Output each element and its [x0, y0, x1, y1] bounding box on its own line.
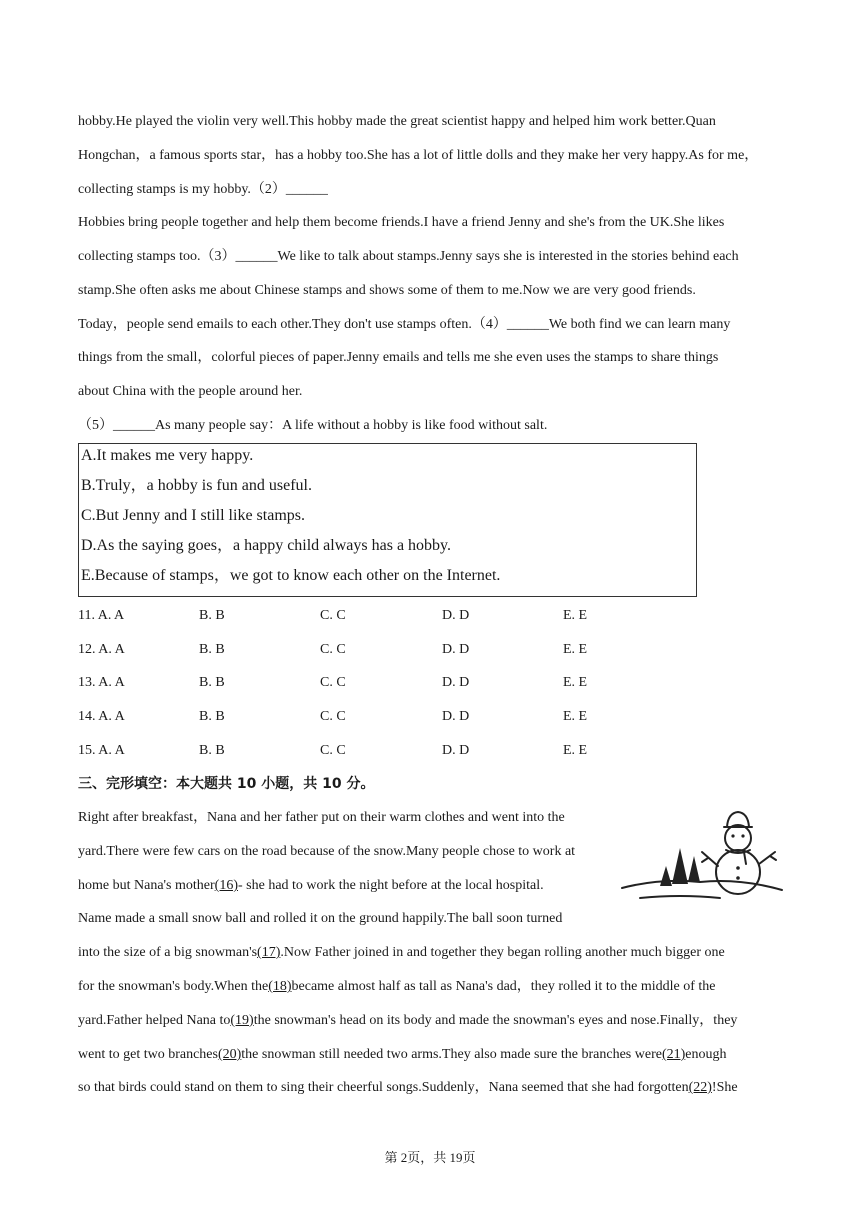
cloze-text: into the size of a big snowman's	[78, 945, 258, 960]
choice-a[interactable]: 14. A. A	[78, 709, 125, 724]
choice-d[interactable]: D. D	[442, 642, 470, 657]
passage-line: hobby.He played the violin very well.This hobby made the great scientist happy and helped him work better.Quan	[78, 114, 716, 129]
choice-e[interactable]: E. E	[563, 743, 588, 758]
cloze-text: - she had to work the night before at the local hospital.	[238, 878, 544, 893]
cloze-line	[78, 1011, 737, 1031]
option-e: E.Because of stamps，we got to know each other on the Internet.	[81, 567, 501, 584]
question-row-13	[78, 673, 638, 693]
choice-b[interactable]: B. B	[199, 675, 225, 690]
cloze-line: Right after breakfast，Nana and her father put on their warm clothes and went into the	[78, 810, 565, 825]
passage-line: about China with the people around her.	[78, 384, 303, 399]
question-row-12	[78, 640, 638, 660]
option-c: C.But Jenny and I still like stamps.	[81, 507, 305, 524]
cloze-line: Name made a small snow ball and rolled it on the ground happily.The ball soon turned	[78, 911, 563, 926]
choice-c[interactable]: C. C	[320, 642, 346, 657]
section-heading: 三、完形填空：本大题共 10 小题，共 10 分。	[78, 776, 375, 792]
option-d: D.As the saying goes，a happy child always has a hobby.	[81, 537, 452, 554]
choice-c[interactable]: C. C	[320, 709, 346, 724]
choice-b[interactable]: B. B	[199, 642, 225, 657]
choice-c[interactable]: C. C	[320, 675, 346, 690]
cloze-text: home but Nana's mother	[78, 878, 215, 893]
choice-b[interactable]: B. B	[199, 608, 225, 623]
passage-line: collecting stamps too.（3）______We like to talk about stamps.Jenny says she is interested in the stories behind each	[78, 249, 739, 264]
choice-d[interactable]: D. D	[442, 709, 470, 724]
passage-line: Today，people send emails to each other.They don't use stamps often.（4）______We both find we can learn many	[78, 317, 731, 332]
cloze-text: went to get two branches	[78, 1047, 218, 1062]
cloze-text: for the snowman's body.When the	[78, 979, 269, 994]
passage-line: （5）______As many people say：A life without a hobby is like food without salt.	[78, 418, 548, 433]
page-footer: 第 2页，共 19页	[384, 1150, 476, 1165]
choice-e[interactable]: E. E	[563, 608, 588, 623]
cloze-line	[78, 1078, 738, 1098]
cloze-line	[78, 876, 544, 896]
choice-b[interactable]: B. B	[199, 709, 225, 724]
cloze-text: became almost half as tall as Nana's dad，they rolled it to the middle of the	[291, 979, 716, 994]
choice-d[interactable]: D. D	[442, 675, 470, 690]
choice-d[interactable]: D. D	[442, 743, 470, 758]
cloze-line	[78, 977, 715, 997]
cloze-text: the snowman's head on its body and made the snowman's eyes and nose.Finally，they	[253, 1013, 738, 1028]
snowman-illustration	[620, 808, 785, 908]
cloze-text: the snowman still needed two arms.They also made sure the branches were	[241, 1047, 662, 1062]
question-row-11	[78, 606, 638, 626]
choice-e[interactable]: E. E	[563, 675, 588, 690]
passage-line: things from the small，colorful pieces of paper.Jenny emails and tells me she even uses the stamps to share things	[78, 350, 719, 365]
choice-b[interactable]: B. B	[199, 743, 225, 758]
blank-19[interactable]: (19)	[230, 1013, 254, 1028]
option-a: A.It makes me very happy.	[81, 447, 254, 464]
passage-line: Hobbies bring people together and help them become friends.I have a friend Jenny and she's from the UK.She likes	[78, 215, 725, 230]
options-box	[78, 443, 697, 597]
choice-e[interactable]: E. E	[563, 709, 588, 724]
blank-20[interactable]: (20)	[217, 1047, 242, 1062]
choice-a[interactable]: 13. A. A	[78, 675, 125, 690]
cloze-text: enough	[685, 1047, 727, 1062]
cloze-text: yard.Father helped Nana to	[78, 1013, 231, 1028]
cloze-line	[78, 1045, 727, 1065]
choice-e[interactable]: E. E	[563, 642, 588, 657]
choice-d[interactable]: D. D	[442, 608, 470, 623]
blank-22[interactable]: (22)	[688, 1080, 712, 1095]
cloze-text: .Now Father joined in and together they began rolling another much bigger one	[280, 945, 725, 960]
cloze-line	[78, 943, 725, 963]
choice-c[interactable]: C. C	[320, 743, 346, 758]
cloze-text: so that birds could stand on them to sing their cheerful songs.Suddenly，Nana seemed that she had forgotten	[78, 1080, 689, 1095]
choice-a[interactable]: 12. A. A	[78, 642, 125, 657]
blank-16[interactable]: (16)	[214, 878, 238, 893]
blank-17[interactable]: (17)	[257, 945, 281, 960]
option-b: B.Truly，a hobby is fun and useful.	[81, 477, 312, 494]
blank-18[interactable]: (18)	[268, 979, 292, 994]
blank-21[interactable]: (21)	[661, 1047, 686, 1062]
passage-line: stamp.She often asks me about Chinese stamps and shows some of them to me.Now we are very good friends.	[78, 283, 696, 298]
choice-a[interactable]: 11. A. A	[78, 608, 125, 623]
choice-c[interactable]: C. C	[320, 608, 346, 623]
question-row-15	[78, 741, 638, 761]
question-row-14	[78, 707, 638, 727]
passage-line: Hongchan，a famous sports star，has a hobby too.She has a lot of little dolls and they make her very happy.As for me，	[78, 148, 759, 163]
choice-a[interactable]: 15. A. A	[78, 743, 125, 758]
cloze-line: yard.There were few cars on the road because of the snow.Many people chose to work at	[78, 844, 576, 859]
cloze-text: !She	[711, 1080, 738, 1095]
passage-line: collecting stamps is my hobby.（2）______	[78, 182, 328, 197]
